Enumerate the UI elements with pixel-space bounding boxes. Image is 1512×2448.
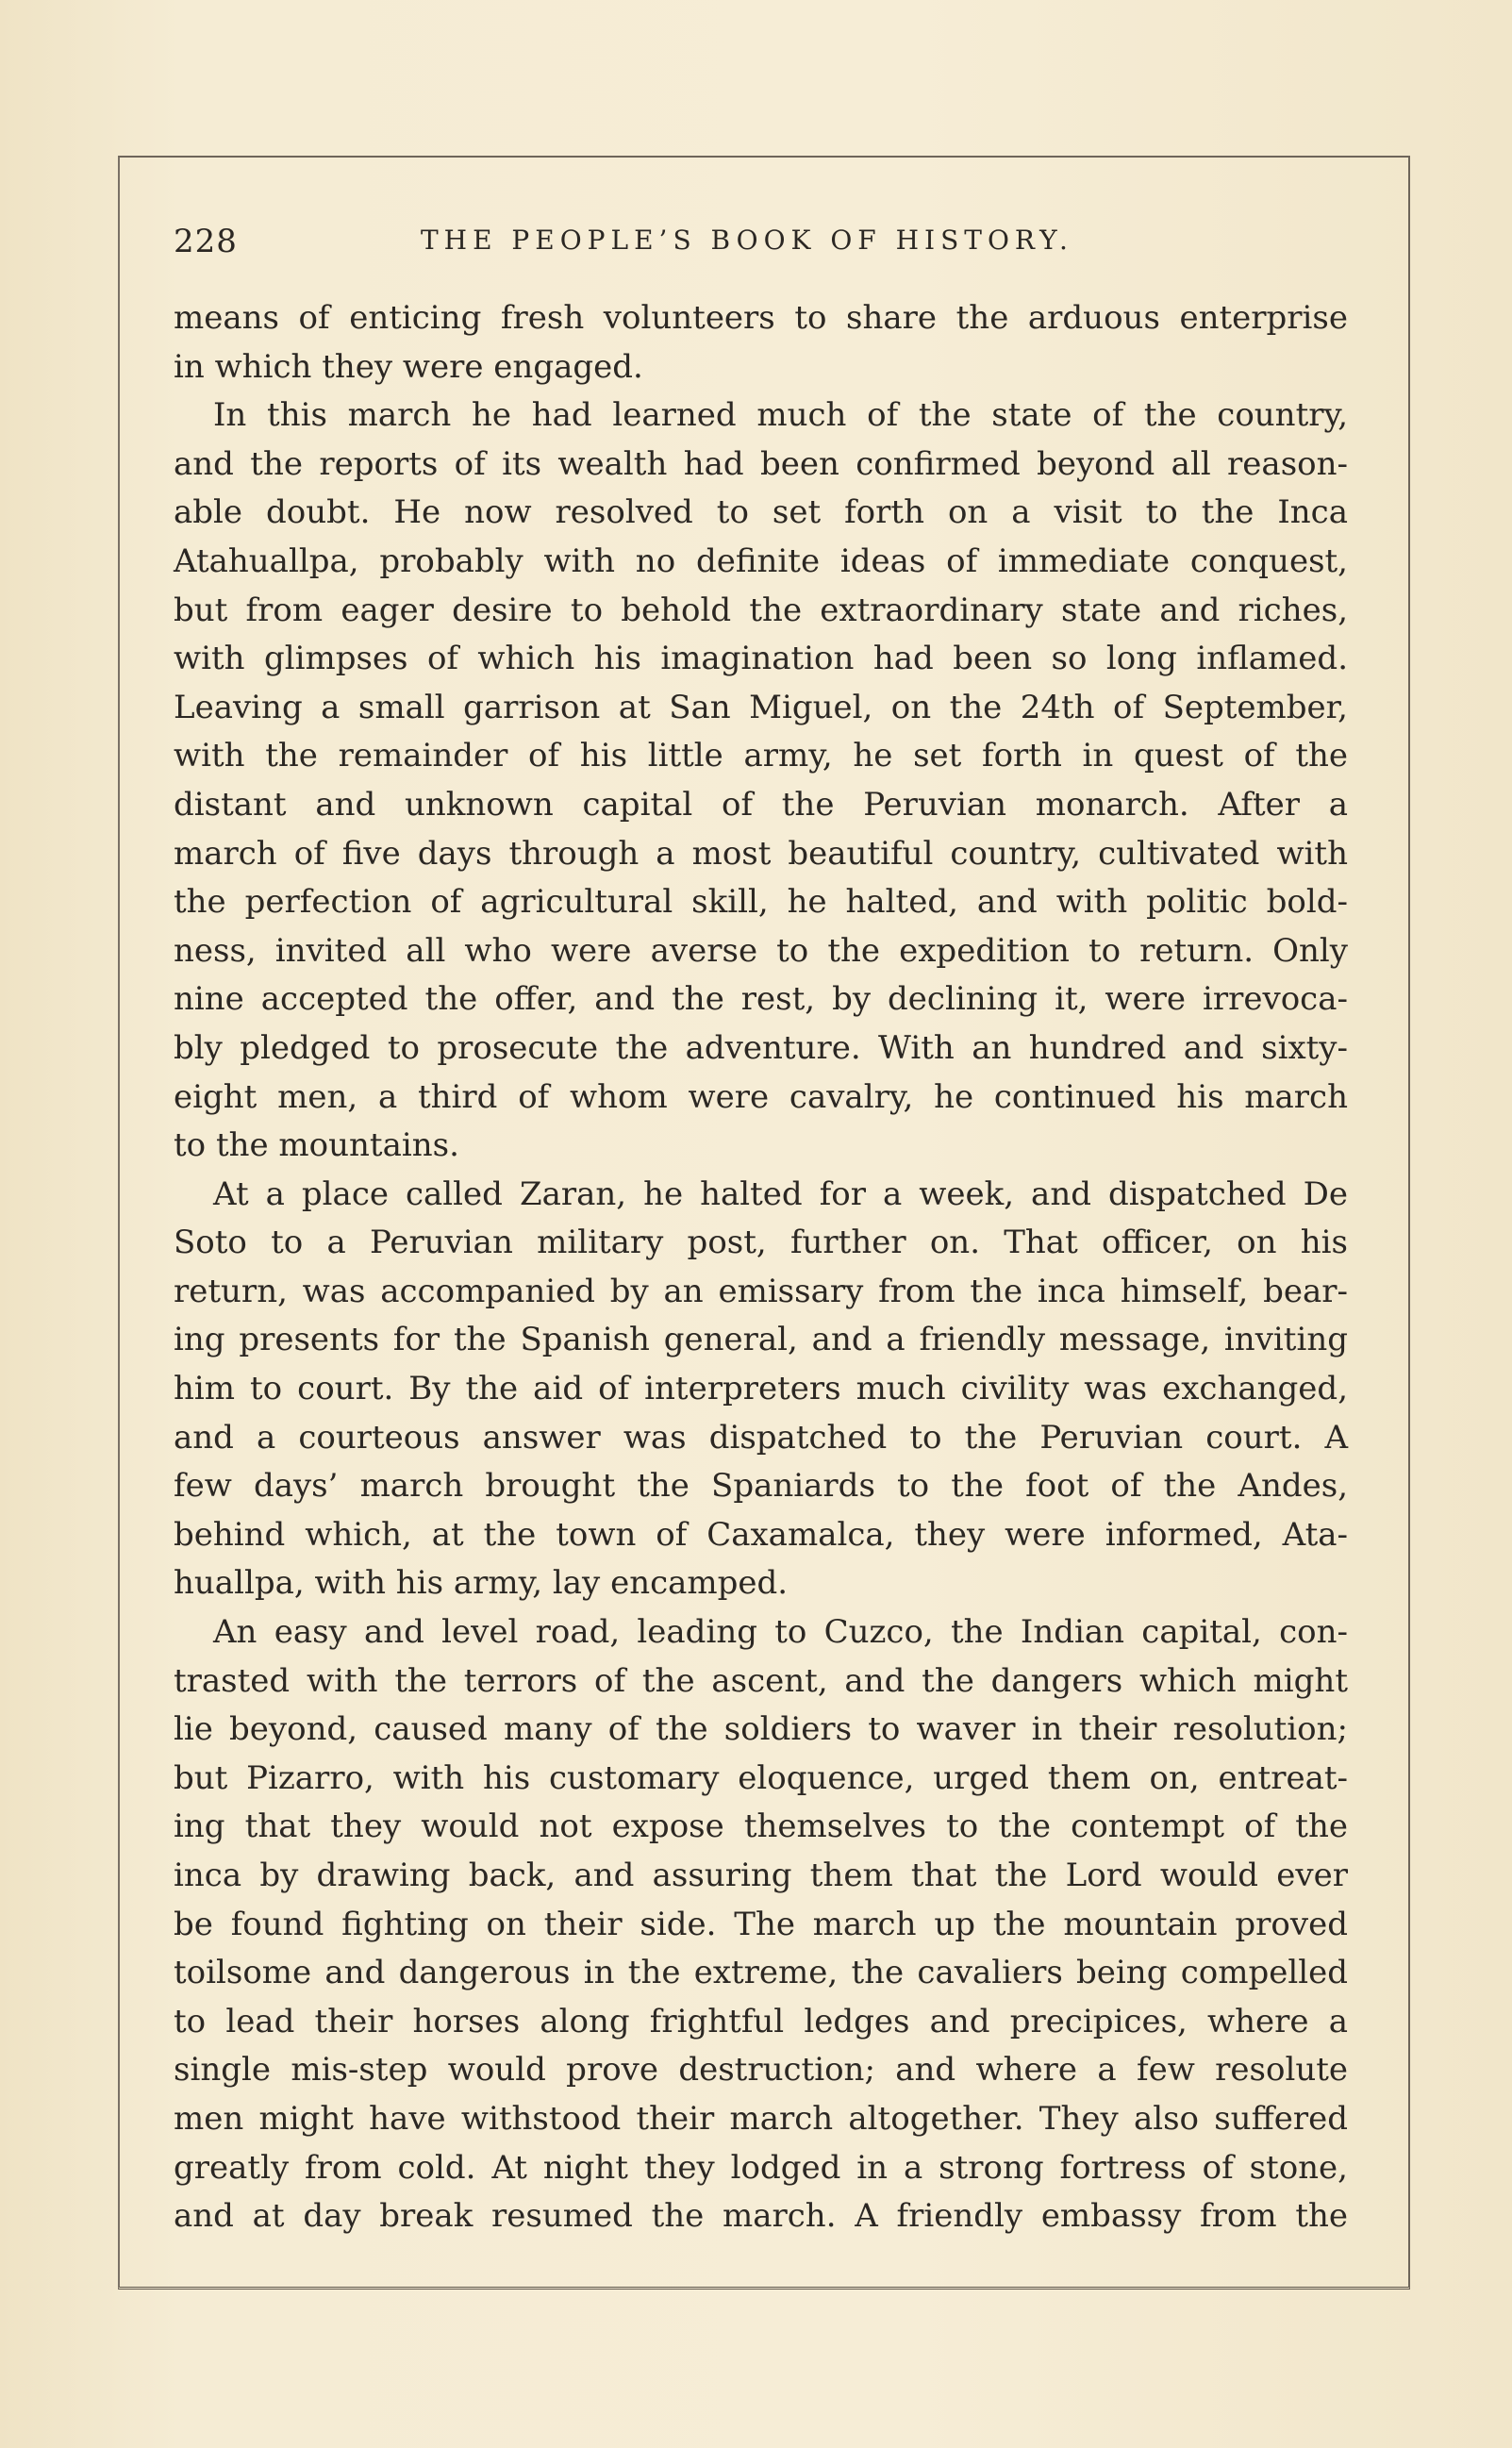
text-line: trasted with the terrors of the ascent, and the dangers which might [174,1661,1348,1700]
body-text [174,294,1348,2241]
text-line: Leaving a small garrison at San Miguel, on the 24th of September, [174,688,1348,726]
text-line: to the mountains. [174,1126,459,1165]
running-title: THE PEOPLE’S BOOK OF HISTORY. [421,225,1073,256]
text-line: ing presents for the Spanish general, and a friendly message, inviting [174,1321,1348,1359]
text-line: Atahuallpa, probably with no definite ideas of immediate conquest, [174,541,1348,580]
text-line: In this march he had learned much of the state of the country, [213,396,1348,435]
text-line: bly pledged to prosecute the adventure. With an hundred and sixty- [174,1028,1348,1067]
text-line: him to court. By the aid of interpreters much civility was exchanged, [174,1370,1348,1408]
text-line: single mis-step would prove destruction; and where a few resolute [174,2051,1348,2090]
text-line: the perfection of agricultural skill, he halted, and with politic bold- [174,883,1348,922]
text-line: in which they were engaged. [174,347,643,386]
text-line: greatly from cold. At night they lodged in a strong fortress of stone, [174,2148,1348,2187]
text-line: with the remainder of his little army, he set forth in quest of the [174,737,1348,775]
text-line: inca by drawing back, and assuring them that the Lord would ever [174,1857,1348,1894]
text-line: be found fighting on their side. The march up the mountain proved [174,1905,1348,1943]
page-number: 228 [174,223,238,260]
text-line: ness, invited all who were averse to the expedition to return. Only [174,931,1348,970]
text-line: able doubt. He now resolved to set forth on a visit to the Inca [174,493,1348,532]
text-line: to lead their horses along frightful ledges and precipices, where a [174,2002,1348,2040]
text-line: and at day break resumed the march. A friendly embassy from the [174,2197,1348,2236]
text-line: Soto to a Peruvian military post, further on. That officer, on his [174,1224,1348,1262]
text-line: return, was accompanied by an emissary from the inca himself, bear- [174,1272,1348,1310]
text-line: behind which, at the town of Caxamalca, they were informed, Ata- [174,1515,1348,1554]
text-line: lie beyond, caused many of the soldiers to waver in their resolution; [174,1710,1348,1749]
text-line: with glimpses of which his imagination had been so long inflamed. [174,640,1348,678]
text-line: nine accepted the offer, and the rest, by declining it, were irrevoca- [174,980,1348,1019]
text-line: but Pizarro, with his customary eloquence, urged them on, entreat- [174,1758,1348,1797]
text-line: huallpa, with his army, lay encamped. [174,1564,789,1603]
text-line: men might have withstood their march altogether. They also suffered [174,2099,1348,2138]
text-line: and the reports of its wealth had been confirmed beyond all reason- [174,444,1348,483]
text-line: but from eager desire to behold the extraordinary state and riches, [174,591,1348,629]
text-line: and a courteous answer was dispatched to the Peruvian court. A [174,1418,1348,1457]
text-line: few days’ march brought the Spaniards to the foot of the Andes, [174,1467,1348,1506]
text-line: march of five days through a most beautiful country, cultivated with [174,834,1348,873]
text-line: toilsome and dangerous in the extreme, the cavaliers being compelled [174,1954,1348,1992]
text-line: eight men, a third of whom were cavalry, he continued his march [174,1077,1348,1116]
text-line: At a place called Zaran, he halted for a week, and dispatched De [213,1174,1348,1213]
text-line: distant and unknown capital of the Peruvian monarch. After a [174,785,1348,824]
running-header [174,219,1348,264]
text-line: means of enticing fresh volunteers to share the arduous enterprise [174,299,1348,337]
text-line: ing that they would not expose themselves to the contempt of the [174,1807,1348,1846]
text-line: An easy and level road, leading to Cuzco, the Indian capital, con- [213,1613,1348,1652]
